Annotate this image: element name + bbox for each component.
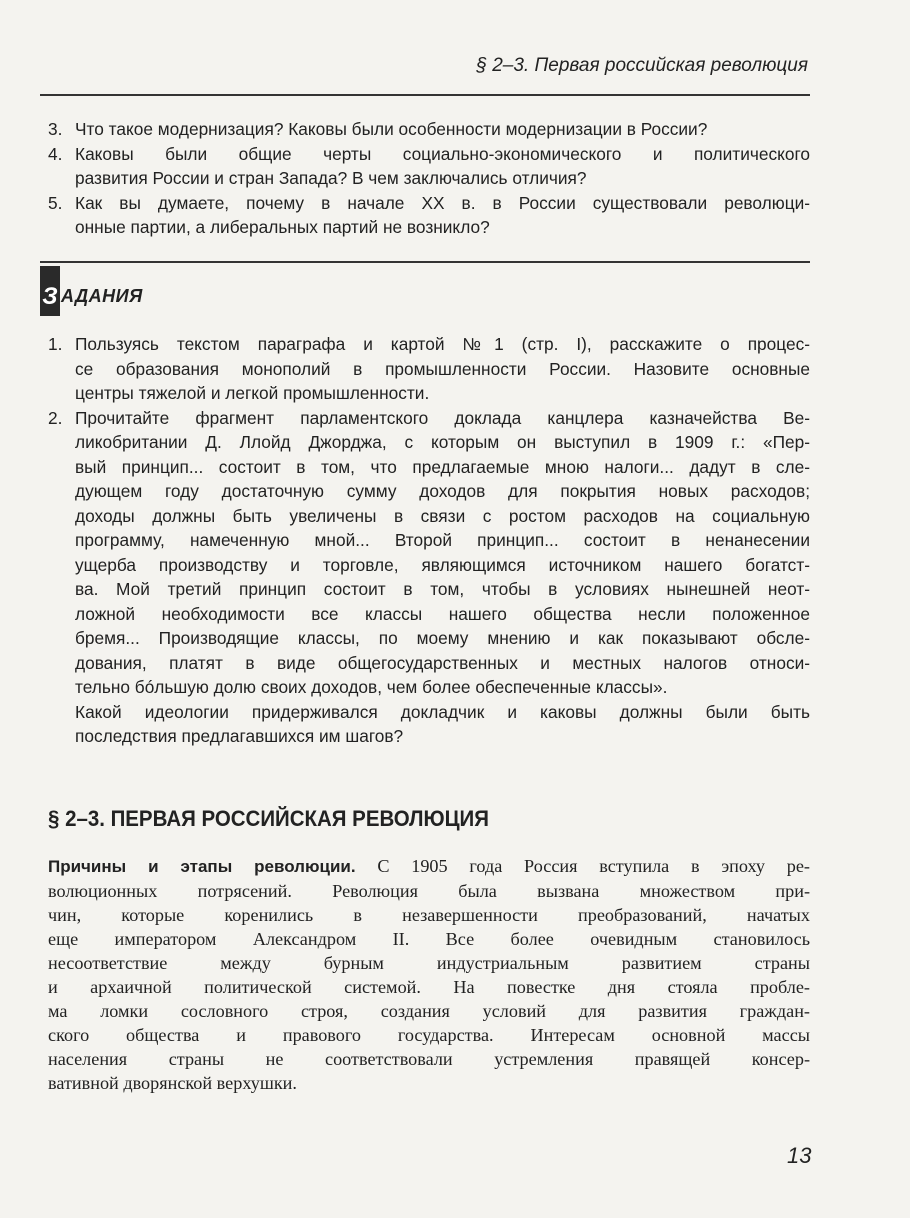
task-line: Какой идеологии придерживался докладчик и каковы должны были быть	[75, 701, 810, 722]
task-line: Прочитайте фрагмент парламентского доклада канцлера казначейства Ве-	[75, 407, 810, 428]
task-number: 2.	[48, 407, 63, 428]
task-line: дующем году достаточную сумму доходов для покрытия новых расходов;	[75, 481, 810, 501]
task-line: тельно бóльшую долю своих доходов, чем более обеспеченные классы».	[75, 677, 668, 697]
question-item	[48, 142, 810, 191]
body-line: ма ломки сословного строя, создания условий для развития граждан-	[48, 1001, 810, 1021]
question-line: развития России и стран Запада? В чем заключались отличия?	[75, 168, 587, 188]
question-line: Что такое модернизация? Каковы были особенности модернизации в России?	[75, 119, 708, 139]
question-item	[48, 117, 810, 142]
task-line: доходы должны быть увеличены в связи с ростом расходов на социальную	[75, 505, 810, 526]
question-line: онные партии, а либеральных партий не возникло?	[75, 217, 490, 237]
running-head: § 2–3. Первая российская революция	[476, 55, 808, 76]
question-item	[48, 191, 810, 240]
page-number: 13	[787, 1143, 812, 1168]
question-number: 3.	[48, 119, 63, 139]
tasks-heading	[40, 266, 143, 316]
body-line-rest: С 1905 года Россия вступила в эпоху ре-	[355, 856, 810, 876]
body-line: вативной дворянской верхушки.	[48, 1073, 297, 1093]
body-line: ского общества и правового государства. Интересам основной массы	[48, 1025, 810, 1045]
task-number: 1.	[48, 334, 63, 354]
body-lead: Причины и этапы революции.	[48, 857, 356, 876]
question-line: Каковы были общие черты социально-экономического и политического	[75, 143, 810, 164]
task-line: вый принцип... состоит в том, что предлагаемые мною налоги... дадут в сле-	[75, 456, 810, 477]
task-line: Пользуясь текстом параграфа и картой №1 (стр. I), расскажите о процес-	[75, 334, 810, 354]
tasks-title: АДАНИЯ	[61, 286, 143, 306]
task-item	[48, 406, 810, 749]
task-line: последствия предлагавшихся им шагов?	[75, 726, 404, 746]
body-line: несоответствие между бурным индустриальным развитием страны	[48, 953, 810, 973]
task-line: ущерба производству и торговле, являющимся источником нашего богатст-	[75, 554, 810, 575]
task-line: ложной необходимости все классы нашего общества несли положенное	[75, 603, 810, 624]
tasks-list	[48, 332, 810, 749]
tasks-initial-box	[40, 266, 60, 316]
body-line: еще императором Александром II. Все более очевидным становилось	[48, 929, 810, 949]
body-line: и архаичной политической системой. На повестке дня стояла пробле-	[48, 977, 810, 997]
question-number: 5.	[48, 192, 63, 213]
tasks-initial: З	[42, 283, 58, 310]
task-item	[48, 332, 810, 406]
task-line: программу, намеченную мной... Второй принцип... состоит в ненанесении	[75, 530, 810, 550]
question-number: 4.	[48, 143, 63, 164]
task-line: дования, платят в виде общегосударственных и местных налогов относи-	[75, 652, 810, 673]
question-line: Как вы думаете, почему в начале XX в. в России существовали революци-	[75, 192, 810, 213]
section-body	[48, 854, 810, 1095]
body-line: волюционных потрясений. Революция была вызвана множеством при-	[48, 881, 810, 901]
task-line: бремя... Производящие классы, по моему мнению и как показывают обсле-	[75, 628, 810, 648]
task-line: ва. Мой третий принцип состоит в том, чтобы в условиях нынешней неот-	[75, 579, 810, 599]
tasks-rule	[40, 261, 810, 263]
task-line: центры тяжелой и легкой промышленности.	[75, 383, 430, 403]
section-title: § 2–3. ПЕРВАЯ РОССИЙСКАЯ РЕВОЛЮЦИЯ	[48, 806, 489, 831]
questions-list	[48, 117, 810, 240]
task-line: ликобритании Д. Ллойд Джорджа, с которым он выступил в 1909 г.: «Пер-	[75, 432, 810, 452]
task-line: се образования монополий в промышленности России. Назовите основные	[75, 358, 810, 379]
body-line: чин, которые коренились в незавершенности преобразований, начатых	[48, 905, 810, 925]
body-line	[48, 854, 810, 879]
header-rule	[40, 94, 810, 96]
body-line: населения страны не соответствовали устремления правящей консер-	[48, 1049, 810, 1069]
